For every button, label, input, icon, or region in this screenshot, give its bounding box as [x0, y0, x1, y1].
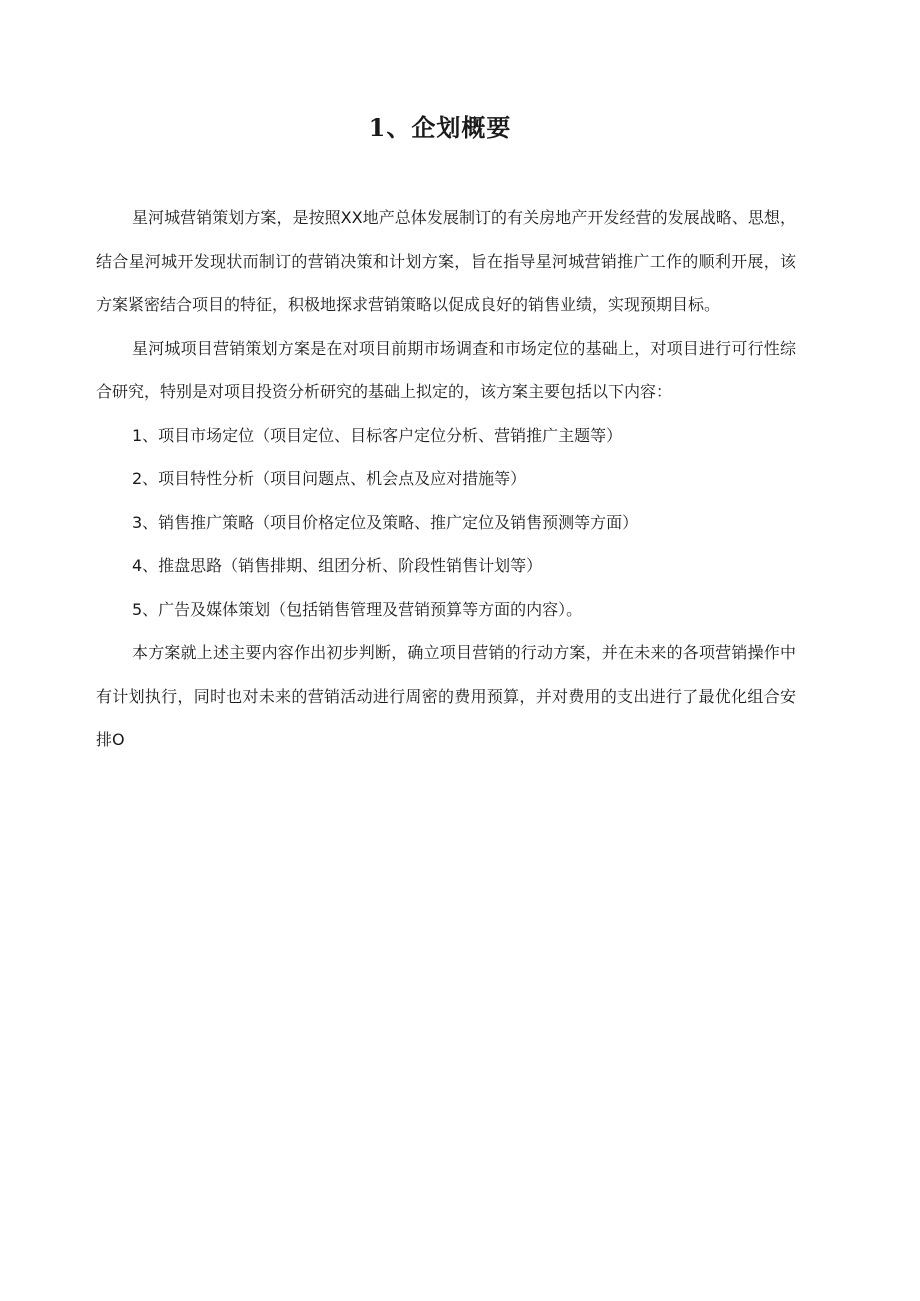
list-item: 1、项目市场定位（项目定位、目标客户定位分析、营销推广主题等）: [132, 425, 623, 445]
list-item: 5、广告及媒体策划（包括销售管理及营销预算等方面的内容）。: [132, 599, 583, 619]
list-item: 4、推盘思路（销售排期、组团分析、阶段性销售计划等）: [132, 556, 543, 575]
list-item: 2、项目特性分析（项目问题点、机会点及应对措施等）: [132, 469, 527, 488]
intro-paragraph: 星河城营销策划方案，是按照XX地产总体发展制订的有关房地产开发经营的发展战略、思想，结合星河城开发现状而制订的营销决策和计划方案，旨在指导星河城营销推广工作的顺利开展，该方案紧密结合项目的特征，积极地探求营销策略以促成良好的销售业绩，实现预期目标。: [96, 208, 796, 314]
closing-paragraph: 本方案就上述主要内容作出初步判断，确立项目营销的行动方案，并在未来的各项营销操作中有计划执行，同时也对未来的营销活动进行周密的费用预算，并对费用的支出进行了最优化组合安排O: [96, 643, 796, 749]
section-title: 1、企划概要: [368, 113, 512, 142]
scope-paragraph: 星河城项目营销策划方案是在对项目前期市场调查和市场定位的基础上，对项目进行可行性综合研究，特别是对项目投资分析研究的基础上拟定的，该方案主要包括以下内容：: [96, 338, 796, 401]
list-item: 3、销售推广策略（项目价格定位及策略、推广定位及销售预测等方面）: [132, 512, 639, 532]
document-body: [96, 196, 796, 762]
